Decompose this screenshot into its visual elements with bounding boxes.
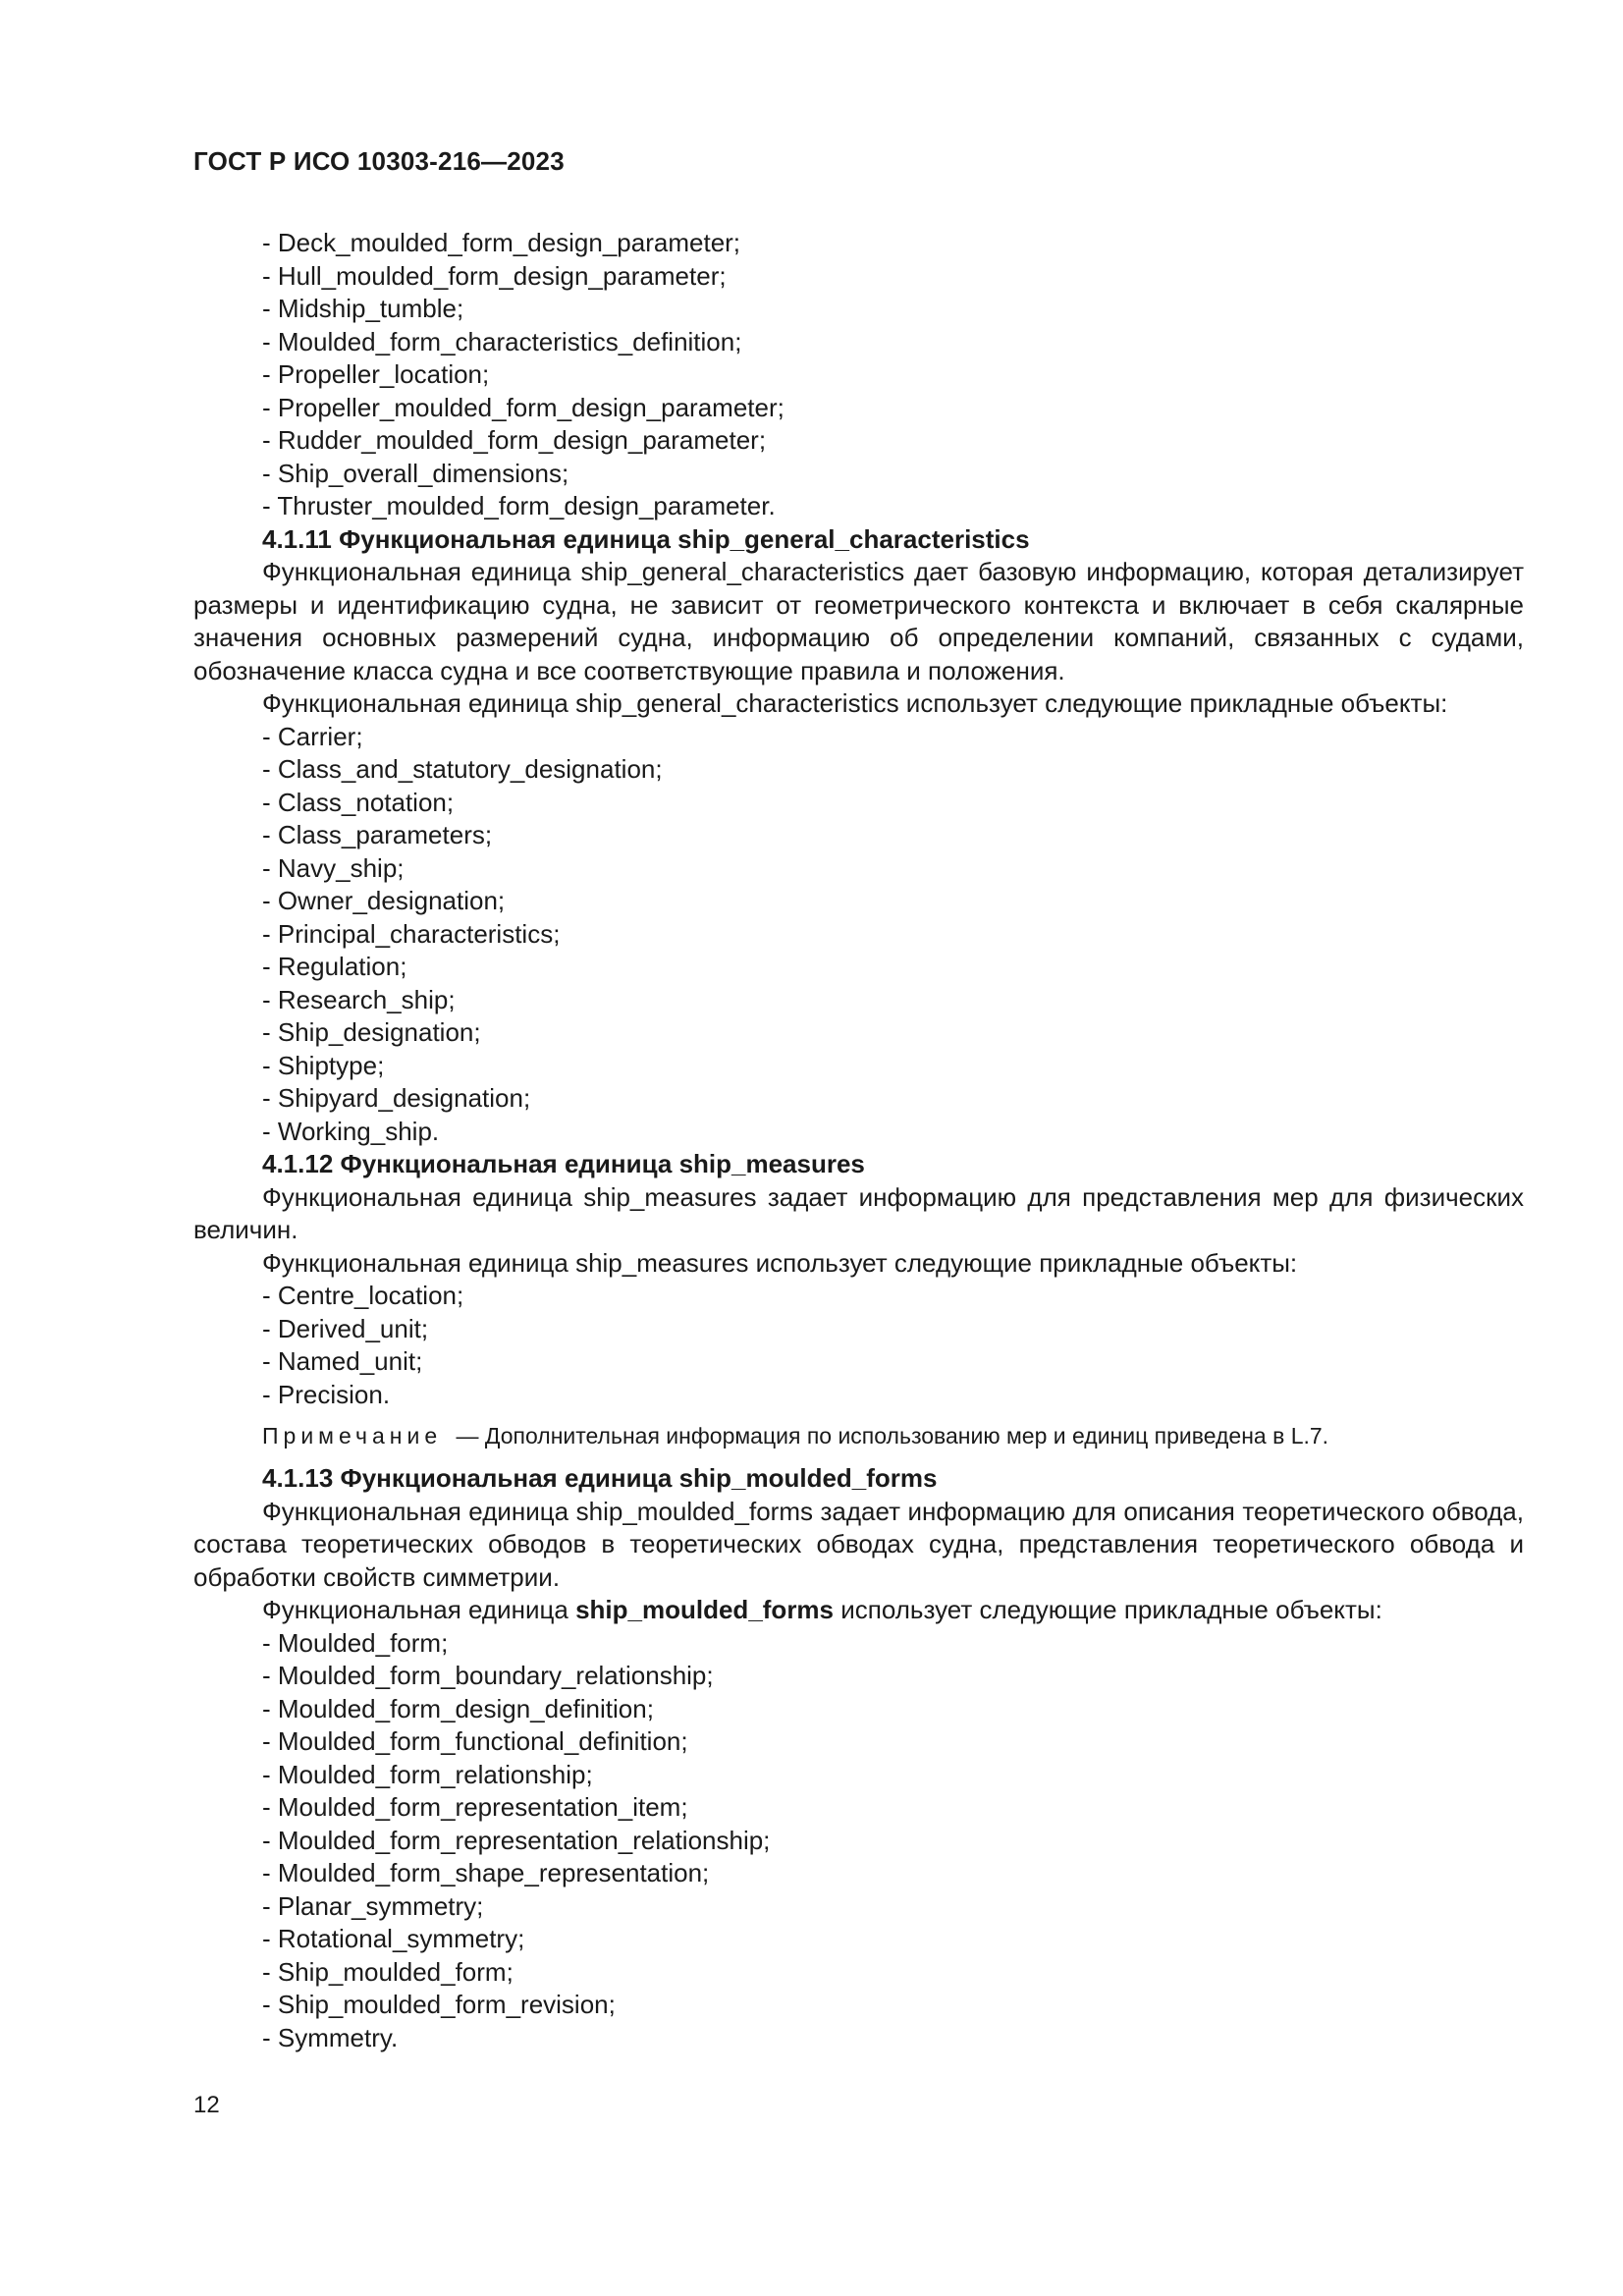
list-item: - Propeller_location; (262, 359, 490, 389)
list-item: - Rudder_moulded_form_design_parameter; (262, 425, 767, 455)
list-item: - Hull_moulded_form_design_parameter; (262, 260, 727, 291)
paragraph: Функциональная единица ship_general_characteristics дает базовую информацию, которая детализирует размеры и идентификацию судна, не зависит от геометрического контекста и включает в себя скалярные значения основных размерений судна, информацию об определении компаний, связанных с судами, обозначение класса судна и все соответствующие правила и положения. (193, 557, 1524, 685)
list-item: - Moulded_form_shape_representation; (262, 1858, 710, 1887)
list-item: - Regulation; (262, 952, 407, 981)
list-item: - Deck_moulded_form_design_parameter; (262, 228, 741, 257)
paragraph-text: Функциональная единица (262, 1595, 576, 1624)
list-item: - Ship_moulded_form_revision; (262, 1990, 616, 2019)
list-item: - Owner_designation; (262, 886, 506, 915)
list-item: - Centre_location; (262, 1281, 464, 1310)
note-label: Примечание (262, 1423, 443, 1449)
paragraph: Функциональная единица ship_measures задает информацию для представления мер для физических величин. (193, 1181, 1524, 1244)
list-item: - Working_ship. (262, 1116, 440, 1146)
paragraph: Функциональная единица ship_measures использует следующие прикладные объекты: (262, 1247, 1298, 1278)
list-item: - Shipyard_designation; (262, 1083, 531, 1113)
list-item: - Rotational_symmetry; (262, 1924, 525, 1953)
list-item: - Propeller_moulded_form_design_parameter; (262, 392, 784, 422)
list-item: - Ship_designation; (262, 1017, 481, 1047)
document-header: ГОСТ Р ИСО 10303-216—2023 (193, 146, 565, 176)
section-heading: 4.1.13 Функциональная единица ship_moulded_forms (262, 1463, 938, 1493)
list-item: - Moulded_form_design_definition; (262, 1693, 654, 1723)
list-item: - Moulded_form_boundary_relationship; (262, 1661, 714, 1690)
list-item: - Moulded_form_relationship; (262, 1759, 593, 1789)
list-item: - Class_and_statutory_designation; (262, 754, 663, 784)
paragraph: Функциональная единица ship_moulded_forms задает информацию для описания теоретического обвода, состава теоретических обводов в теоретических обводах судна, представления теоретического обвода и обработки свойств симметрии. (193, 1496, 1524, 1592)
paragraph-bold-term: ship_moulded_forms (575, 1595, 835, 1624)
paragraph: Функциональная единица ship_general_characteristics использует следующие прикладные объекты: (262, 688, 1448, 718)
section-4-1-13 (193, 1462, 1524, 2054)
section-4-1-11 (193, 523, 1524, 1149)
list-item: - Precision. (262, 1379, 391, 1409)
list-item: - Ship_moulded_form; (262, 1956, 514, 1987)
list-item: - Moulded_form_representation_item; (262, 1792, 688, 1822)
list-item: - Moulded_form; (262, 1627, 449, 1658)
list-item: - Research_ship; (262, 984, 456, 1014)
list-item: - Class_parameters; (262, 820, 493, 849)
list-item: - Symmetry. (262, 2022, 399, 2052)
list-item: - Moulded_form_functional_definition; (262, 1726, 688, 1756)
list-item: - Moulded_form_representation_relationship; (262, 1825, 771, 1855)
note-text: — Дополнительная информация по использованию мер и единиц приведена в L.7. (450, 1423, 1329, 1449)
section-heading: 4.1.12 Функциональная единица ship_measures (262, 1149, 865, 1178)
section-heading: 4.1.11 Функциональная единица ship_general_characteristics (262, 523, 1030, 554)
page-number: 12 (193, 2092, 220, 2118)
list-item: - Ship_overall_dimensions; (262, 458, 569, 488)
document-body (193, 227, 1524, 2054)
list-item: - Principal_characteristics; (262, 918, 561, 949)
list-item: - Navy_ship; (262, 852, 405, 883)
list-item: - Named_unit; (262, 1346, 423, 1376)
list-item: - Thruster_moulded_form_design_parameter. (262, 491, 776, 520)
list-item: - Moulded_form_characteristics_definition; (262, 326, 742, 356)
list-item: - Planar_symmetry; (262, 1890, 484, 1921)
list-item: - Shiptype; (262, 1050, 385, 1080)
list-item: - Derived_unit; (262, 1313, 429, 1343)
list-a (193, 227, 1524, 523)
list-item: - Carrier; (262, 721, 363, 751)
section-4-1-12 (193, 1148, 1524, 1450)
note (193, 1421, 1524, 1450)
paragraph (193, 1594, 1524, 1627)
list-item: - Midship_tumble; (262, 294, 464, 323)
list-item: - Class_notation; (262, 787, 455, 817)
paragraph-text: использует следующие прикладные объекты: (834, 1595, 1382, 1624)
